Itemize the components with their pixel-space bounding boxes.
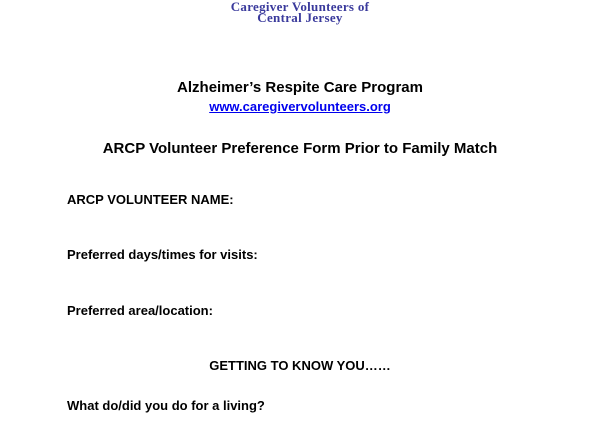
organization-name-line-1: Caregiver Volunteers of bbox=[230, 0, 370, 14]
preferred-days-label: Preferred days/times for visits: bbox=[67, 247, 258, 262]
form-title: ARCP Volunteer Preference Form Prior to Family Match bbox=[102, 140, 498, 157]
program-title: Alzheimer’s Respite Care Program bbox=[177, 79, 423, 96]
occupation-question-label: What do/did you do for a living? bbox=[67, 398, 265, 413]
volunteer-name-label: ARCP VOLUNTEER NAME: bbox=[67, 192, 234, 207]
preferred-area-label: Preferred area/location: bbox=[67, 303, 213, 318]
program-website-link[interactable]: www.caregivervolunteers.org bbox=[209, 99, 391, 114]
section-heading-getting-to-know-you: GETTING TO KNOW YOU…… bbox=[209, 358, 391, 373]
organization-name-line-2: Central Jersey bbox=[257, 10, 343, 25]
